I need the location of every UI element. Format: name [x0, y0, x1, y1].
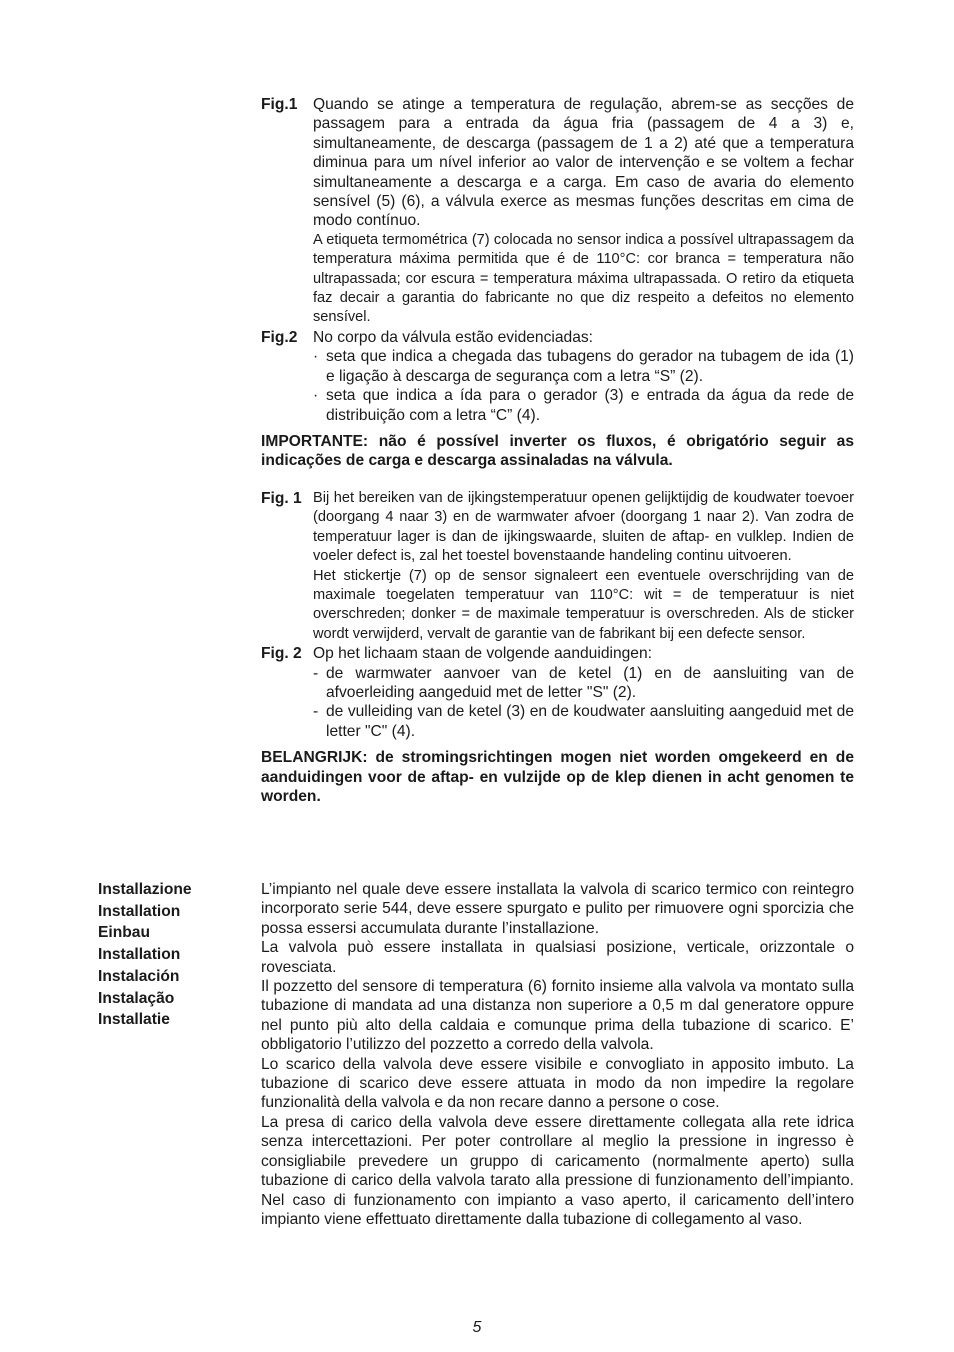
- pt-fig1-label: Fig.1: [261, 96, 298, 113]
- pt-fig2-label: Fig.2: [261, 328, 298, 346]
- pt-fig2-bullet-2: [313, 386, 854, 425]
- portuguese-section: [261, 95, 854, 471]
- heading-portuguese: Instalação: [98, 989, 175, 1007]
- heading-german: Einbau: [98, 924, 150, 942]
- pt-fig2-bullet-1-text: seta que indica a chegada das tubagens do gerador na tubagem de ida (1) e ligação à descarga de segurança com a letra “S” (2).: [326, 348, 854, 385]
- pt-fig2-intro: No corpo da válvula estão evidenciadas:: [313, 328, 593, 346]
- pt-fig2-block: [261, 328, 854, 425]
- nl-fig2-block: [261, 644, 854, 741]
- nl-fig1-block: [261, 489, 854, 644]
- nl-fig2-bullet-2-text: de vulleiding van de ketel (3) en de koudwater aansluiting aangeduid met de letter "C" (4).: [326, 703, 854, 740]
- pt-fig2-bullet-2-text: seta que indica a ída para o gerador (3) e entrada da água da rede de distribuição com a letra “C” (4).: [326, 387, 854, 424]
- heading-french: Installation: [98, 946, 181, 964]
- nl-fig1-paragraph-1: Bij het bereiken van de ijkingstemperatuur openen gelijktijdig de koudwater toevoer (doorgang 4 naar 3) en de warmwater afvoer (doorgang 1 naar 2). Van zodra de temperatuur lager is dan de ijkingswaarde, sluiten de aftap- en vulklep. Indien de voeler defect is, zal het toestel bovenstaande handeling continu uitvoeren.: [313, 490, 854, 565]
- dutch-section: [261, 489, 854, 807]
- page-number: 5: [472, 1319, 482, 1336]
- bullet-mark: ·: [313, 348, 319, 366]
- installation-text: [261, 880, 854, 1229]
- pt-important-note: IMPORTANTE: não é possível inverter os fluxos, é obrigatório seguir as indicações de carga e descarga assinaladas na válvula.: [261, 432, 854, 470]
- bullet-mark: ·: [313, 387, 319, 405]
- bullet-mark: -: [313, 703, 319, 721]
- pt-fig1-block: [261, 95, 854, 328]
- nl-important-note: BELANGRIJK: de stromingsrichtingen mogen niet worden omgekeerd en de aanduidingen voor de aftap- en vulzijde op de klep dienen in acht genomen te worden.: [261, 749, 854, 806]
- bullet-mark: -: [313, 664, 319, 682]
- install-paragraph-4: Lo scarico della valvola deve essere visibile e convogliato in apposito imbuto. La tubazione di scarico deve essere attuata in modo da non impedire la regolare funzionalità della valvola e da non recare danno a persone o cose.: [261, 1055, 854, 1112]
- install-paragraph-1: L’impianto nel quale deve essere installata la valvola di scarico termico con reintegro incorporato serie 544, deve essere spurgato e pulito per rimuovere ogni sporcizia che possa essersi accumulata durante l’installazione.: [261, 881, 854, 937]
- install-paragraph-5: La presa di carico della valvola deve essere direttamente collegata alla rete idrica senza intercettazioni. Per poter controllare al meglio la pressione in ingresso è consigliabile prevedere un gruppo di caricamento (normalmente aperto) sulla tubazione di carico della valvola tarato alla pressione di funzionamento dell’impianto. Nel caso di funzionamento con impianto a vaso aperto, il caricamento dell’intero impianto viene effettuato direttamente dalla tubazione di collegamento al vaso.: [261, 1113, 854, 1228]
- install-paragraph-3: Il pozzetto del sensore di temperatura (6) fornito insieme alla valvola va montato sulla tubazione di mandata ad una distanza non superiore a 0,5 m dal generatore oppure nel punto più alto della caldaia e comunque prima della tubazione di scarico. E’ obbligatorio l’utilizzo del pozzetto a corredo della valvola.: [261, 978, 854, 1054]
- heading-spanish: Instalación: [98, 967, 180, 985]
- nl-fig2-label: Fig. 2: [261, 645, 302, 663]
- nl-fig2-intro: Op het lichaam staan de volgende aanduidingen:: [313, 645, 652, 663]
- nl-fig1-paragraph-2: Het stickertje (7) op de sensor signaleert een eventuele overschrijding van de maximale toegelaten temperatuur van 110°C: wit = de temperatuur is niet overschreden; donker = de maximale temperatuur is overschreden. Als de sticker wordt verwijderd, vervalt de garantie van de fabrikant bij een defecte sensor.: [313, 567, 854, 642]
- pt-fig1-paragraph-1: Quando se atinge a temperatura de regulação, abrem-se as secções de passagem para a entrada da água fria (passagem de 4 a 3) e, simultaneamente, de descarga (passagem de 1 a 2) até que a temperatura diminua para um nível inferior ao valor de intervenção e se voltem a fechar simultaneamente a descarga e a carga. Em caso de avaria do elemento sensível (5) (6), a válvula exerce as mesmas funções descritas em cima de modo contínuo.: [313, 96, 854, 230]
- install-paragraph-2: La valvola può essere installata in qualsiasi posizione, verticale, orizzontale o rovesciata.: [261, 939, 854, 976]
- nl-fig2-bullet-1-text: de warmwater aanvoer van de ketel (1) en de aansluiting van de afvoerleiding aangeduid met de letter "S" (2).: [326, 664, 854, 702]
- nl-fig1-label: Fig. 1: [261, 490, 302, 507]
- pt-fig1-paragraph-2: A etiqueta termométrica (7) colocada no sensor indica a possível ultrapassagem da temperatura máxima permitida que é de 110°C: cor branca = temperatura não ultrapassada; cor escura = temperatura máxima ultrapassada. O retiro da etiqueta faz decair a garantia do fabricante no que diz respeito a defeitos no elemento sensível.: [313, 231, 854, 326]
- pt-fig2-bullet-1: [313, 347, 854, 386]
- heading-italian: Installazione: [98, 881, 192, 898]
- nl-fig2-bullet-2: [313, 702, 854, 741]
- nl-fig2-bullet-1: [313, 664, 854, 703]
- heading-english: Installation: [98, 902, 181, 920]
- heading-dutch: Installatie: [98, 1011, 170, 1029]
- installation-headings: [98, 879, 248, 1031]
